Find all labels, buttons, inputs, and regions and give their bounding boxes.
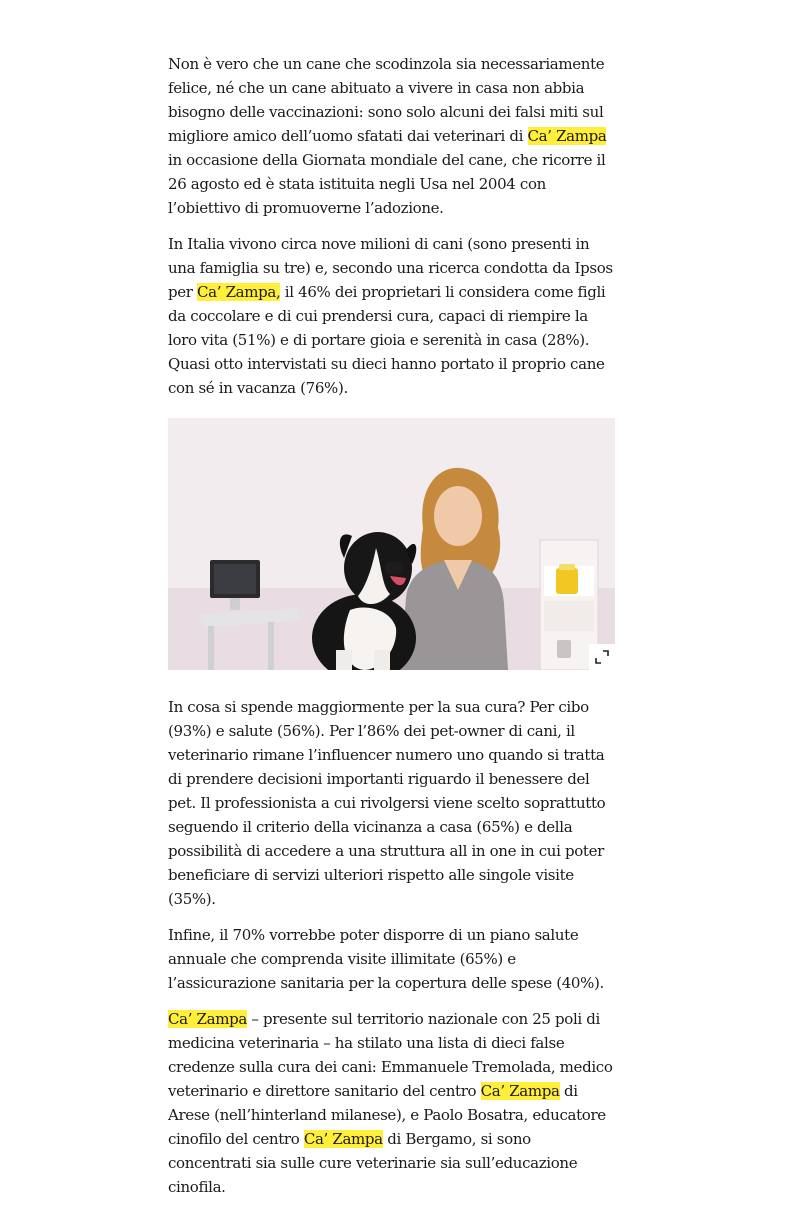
paragraph-text: il 46% dei proprietari li considera come figli da coccolare e di cui prendersi cura, capaci di riempire la loro vita (51%) e di portare gioia e serenità in casa (28%). Quasi otto intervistati su dieci hanno portato il proprio cane con sé in vacanza (76%).	[168, 283, 606, 397]
paragraph-text: – presente sul territorio nazionale con 25 poli di medicina veterinaria – ha stilato una lista di dieci false credenze sulla cura dei cani: Emmanuele Tremolada, medico veterinario e direttore sanitario del centro	[168, 1010, 613, 1100]
paragraph-text: di Arese (nell’hinterland milanese), e Paolo Bosatra, educatore cinofilo del centro	[168, 1082, 606, 1148]
paragraph-4	[168, 923, 618, 995]
paragraph-text: In Italia vivono circa nove milioni di cani (sono presenti in una famiglia su tre) e, secondo una ricerca condotta da Ipsos per	[168, 235, 613, 301]
paragraph-1	[168, 52, 618, 220]
photo-illustration	[168, 418, 615, 670]
expand-icon	[595, 650, 609, 664]
paragraph-text: Infine, il 70% vorrebbe poter disporre di un piano salute annuale che comprenda visite illimitate (65%) e l’assicurazione sanitaria per la copertura delle spese (40%).	[168, 926, 604, 992]
highlighted-term[interactable]: Ca’ Zampa	[527, 127, 607, 145]
paragraph-5	[168, 1007, 618, 1199]
paragraph-2	[168, 232, 618, 400]
highlighted-term[interactable]: Ca’ Zampa	[303, 1130, 383, 1148]
paragraph-text: di Bergamo, si sono concentrati sia sulle cure veterinarie sia sull’educazione cinofila.	[168, 1130, 578, 1196]
expand-image-button[interactable]	[589, 644, 615, 670]
highlighted-term[interactable]: Ca’ Zampa	[480, 1082, 560, 1100]
highlighted-term[interactable]: Ca’ Zampa,	[197, 283, 281, 301]
paragraph-text: in occasione della Giornata mondiale del cane, che ricorre il 26 agosto ed è stata istituita negli Usa nel 2004 con l’obiettivo di promuoverne l’adozione.	[168, 151, 606, 217]
paragraph-3	[168, 695, 618, 911]
paragraph-text: In cosa si spende maggiormente per la sua cura? Per cibo (93%) e salute (56%). Per l’86% dei pet-owner di cani, il veterinario rimane l’influencer numero uno quando si tratta di prendere decisioni importanti riguardo il benessere del pet. Il professionista a cui rivolgersi viene scelto soprattutto seguendo il criterio della vicinanza a casa (65%) e della possibilità di accedere a una struttura all in one in cui poter beneficiare di servizi ulteriori rispetto alle singole visite (35%).	[168, 698, 606, 908]
paragraph-text: Non è vero che un cane che scodinzola sia necessariamente felice, né che un cane abituato a vivere in casa non abbia bisogno delle vaccinazioni: sono solo alcuni dei falsi miti sul migliore amico dell’uomo sfatati dai veterinari di	[168, 55, 605, 145]
article-photo-vet-with-dog[interactable]	[168, 418, 615, 670]
highlighted-term[interactable]: Ca’ Zampa	[168, 1010, 247, 1028]
article-body	[168, 52, 618, 1211]
